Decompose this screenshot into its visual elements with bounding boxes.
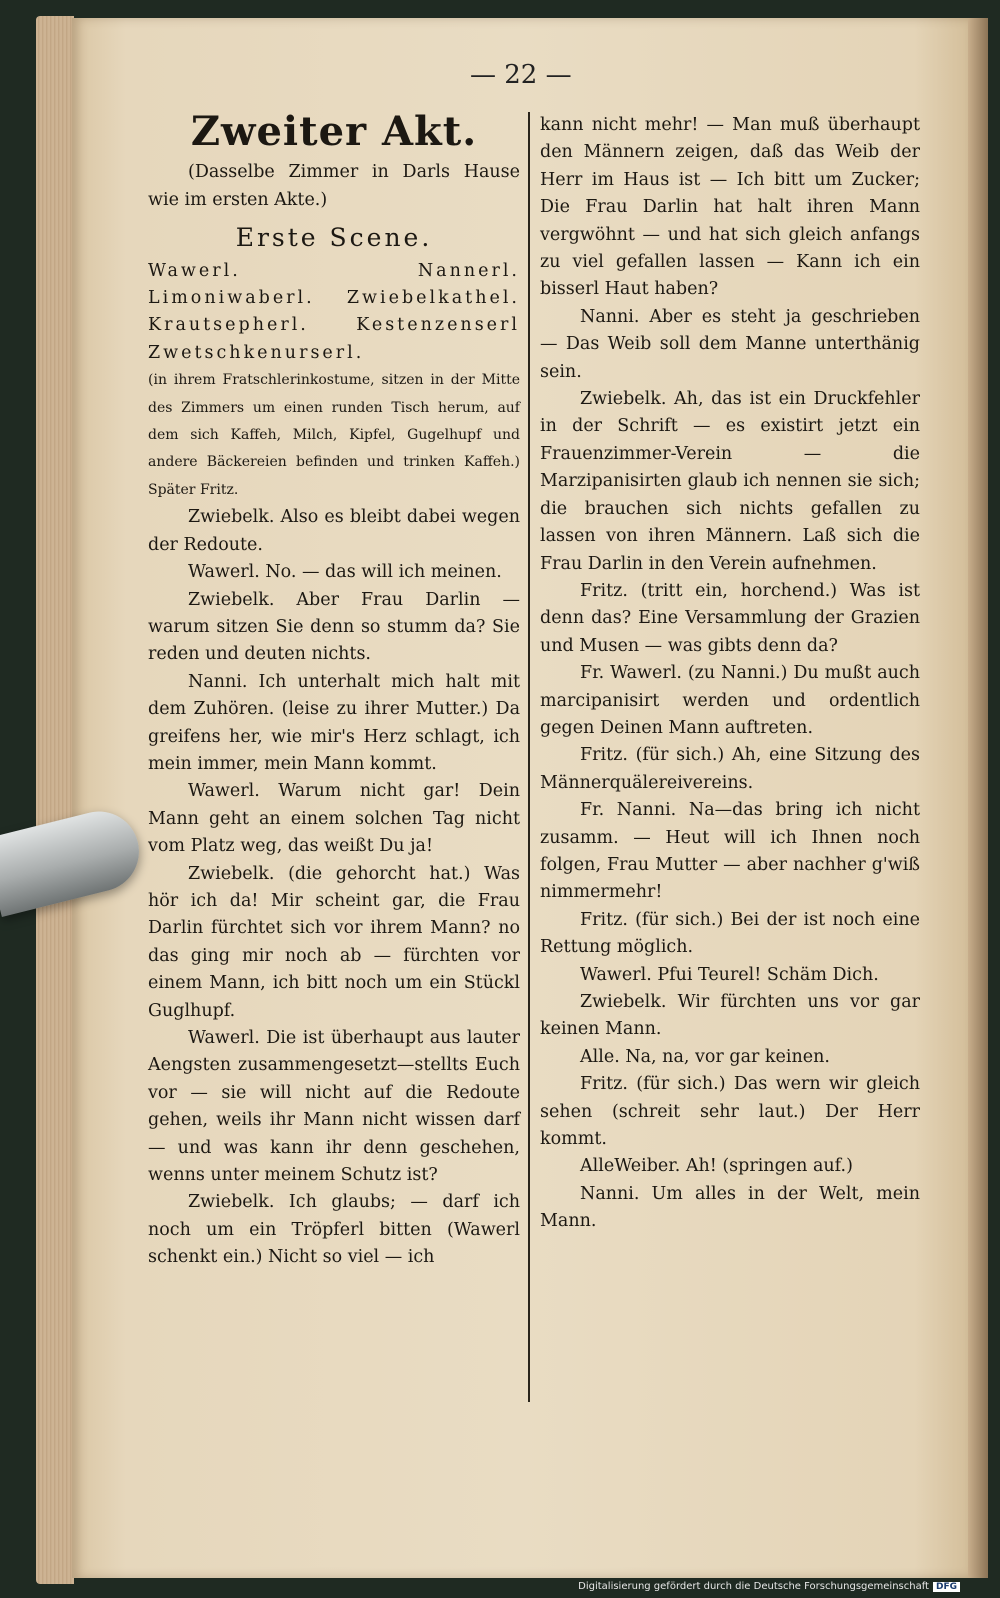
- act-title: Zweiter Akt.: [190, 108, 478, 155]
- dialogue-line: AlleWeiber. Ah! (springen auf.): [580, 1156, 853, 1177]
- left-column: [148, 108, 520, 1272]
- dialogue-line: Wawerl. No. — das will ich meinen.: [188, 562, 502, 583]
- footer-credit-text: Digitalisierung gefördert durch die Deutsche Forschungsgemeinschaft: [578, 1581, 929, 1592]
- dialogue-line: Zwiebelk. Also es bleibt dabei wegen der Redoute.: [148, 507, 520, 555]
- scene-title: Erste Scene.: [235, 223, 433, 253]
- footer-credit: [578, 1581, 960, 1592]
- dialogue-line: Alle. Na, na, vor gar keinen.: [580, 1046, 830, 1067]
- book-page-edges: [36, 16, 74, 1584]
- dfg-logo-icon: DFG: [933, 1582, 960, 1592]
- dialogue-line: Zwiebelk. Aber Frau Darlin — warum sitzen Sie denn so stumm da? Sie reden und deuten nichts.: [148, 589, 520, 665]
- dialogue-line: Nanni. Aber es steht ja geschrieben — Das Weib soll dem Manne unterthänig sein.: [540, 306, 920, 382]
- dialogue-line: Fritz. (für sich.) Das wern wir gleich sehen (schreit sehr laut.) Der Herr kommt.: [540, 1074, 920, 1150]
- dialogue-line: Nanni. Um alles in der Welt, mein Mann.: [540, 1183, 920, 1232]
- dialogue-line: Wawerl. Die ist überhaupt aus lauter Aengsten zusammengesetzt—stellts Euch vor — sie will nicht auf die Redoute gehen, weils ihr Mann nicht wissen darf — und was kann ihr denn geschehen, wenns unter meinem Schutz ist?: [148, 1028, 520, 1186]
- cast-direction: (in ihrem Fratschlerinkostume, sitzen in der Mitte des Zimmers um einen runden Tisch herum, auf dem sich Kaffeh, Milch, Kipfel, Gugelhupf und andere Bäckereien befinden und trinken Kaffeh.) Später Fritz.: [148, 372, 520, 498]
- page-number: — 22 —: [470, 60, 572, 90]
- dialogue-line: Zwiebelk. Wir fürchten uns vor gar keinen Mann.: [540, 992, 920, 1040]
- dialogue-line: Zwiebelk. Ah, das ist ein Druckfehler in der Schrift — es existirt jetzt ein Frauenzimmer-Verein — die Marzipanisirten glaub ich nennen sie sich; die brauchen sich nichts gefallen zu lassen von ihren Männern. Laß sich die Frau Darlin in den Verein aufnehmen.: [540, 389, 920, 574]
- dialogue-line: Zwiebelk. (die gehorcht hat.) Was hör ich da! Mir scheint gar, die Frau Darlin fürchtet sich vor ihrem Mann? no das ging mir noch ab — fürchten vor einem Mann, ich bitt noch um ein Stückl Guglhupf.: [148, 863, 520, 1021]
- dialogue-line: Fr. Nanni. Na—das bring ich nicht zusamm. — Heut will ich Ihnen noch folgen, Frau Mutter — aber nachher g'wiß nimmermehr!: [540, 800, 920, 903]
- dialogue-line: Wawerl. Warum nicht gar! Dein Mann geht an einem solchen Tag nicht vom Platz weg, das weißt Du ja!: [148, 781, 520, 857]
- dialogue-line: kann nicht mehr! — Man muß überhaupt den Männern zeigen, daß das Weib der Herr im Haus ist — Ich bitt um Zucker; Die Frau Darlin hat halt ihren Mann vergwöhnt — und hat sich gleich anfangs zu viel gefallen lassen — Kann ich ein bisserl Haut haben?: [540, 115, 920, 300]
- dialogue-line: Nanni. Ich unterhalt mich halt mit dem Zuhören. (leise zu ihrer Mutter.) Da greifens her, wie mir's Herz schlagt, ich mein immer, mein Mann kommt.: [148, 671, 520, 774]
- dialogue-line: Fr. Wawerl. (zu Nanni.) Du mußt auch marcipanisirt werden und ordentlich gegen Deinen Mann auftreten.: [540, 663, 920, 738]
- dialogue-line: Fritz. (für sich.) Bei der ist noch eine Rettung möglich.: [540, 909, 920, 958]
- dialogue-line: Fritz. (tritt ein, horchend.) Was ist denn das? Eine Versammlung der Grazien und Musen — was gibts denn da?: [540, 580, 920, 656]
- stage-direction: (Dasselbe Zimmer in Darls Hause wie im ersten Akte.): [148, 162, 520, 210]
- dialogue-line: Zwiebelk. Ich glaubs; — darf ich noch um ein Tröpferl bitten (Wawerl schenkt ein.) Nicht so viel — ich: [148, 1192, 520, 1268]
- page-gutter: [968, 18, 988, 1578]
- right-column: [540, 112, 920, 1236]
- dialogue-line: Fritz. (für sich.) Ah, eine Sitzung des Männerquälereivereins.: [540, 745, 920, 793]
- cast-list: Wawerl. Nannerl. Limoniwaberl. Zwiebelkathel. Krautsepherl. Kestenzenserl Zwetschkenurserl.: [148, 260, 520, 363]
- dialogue-line: Wawerl. Pfui Teurel! Schäm Dich.: [580, 964, 879, 985]
- column-divider: [528, 112, 530, 1402]
